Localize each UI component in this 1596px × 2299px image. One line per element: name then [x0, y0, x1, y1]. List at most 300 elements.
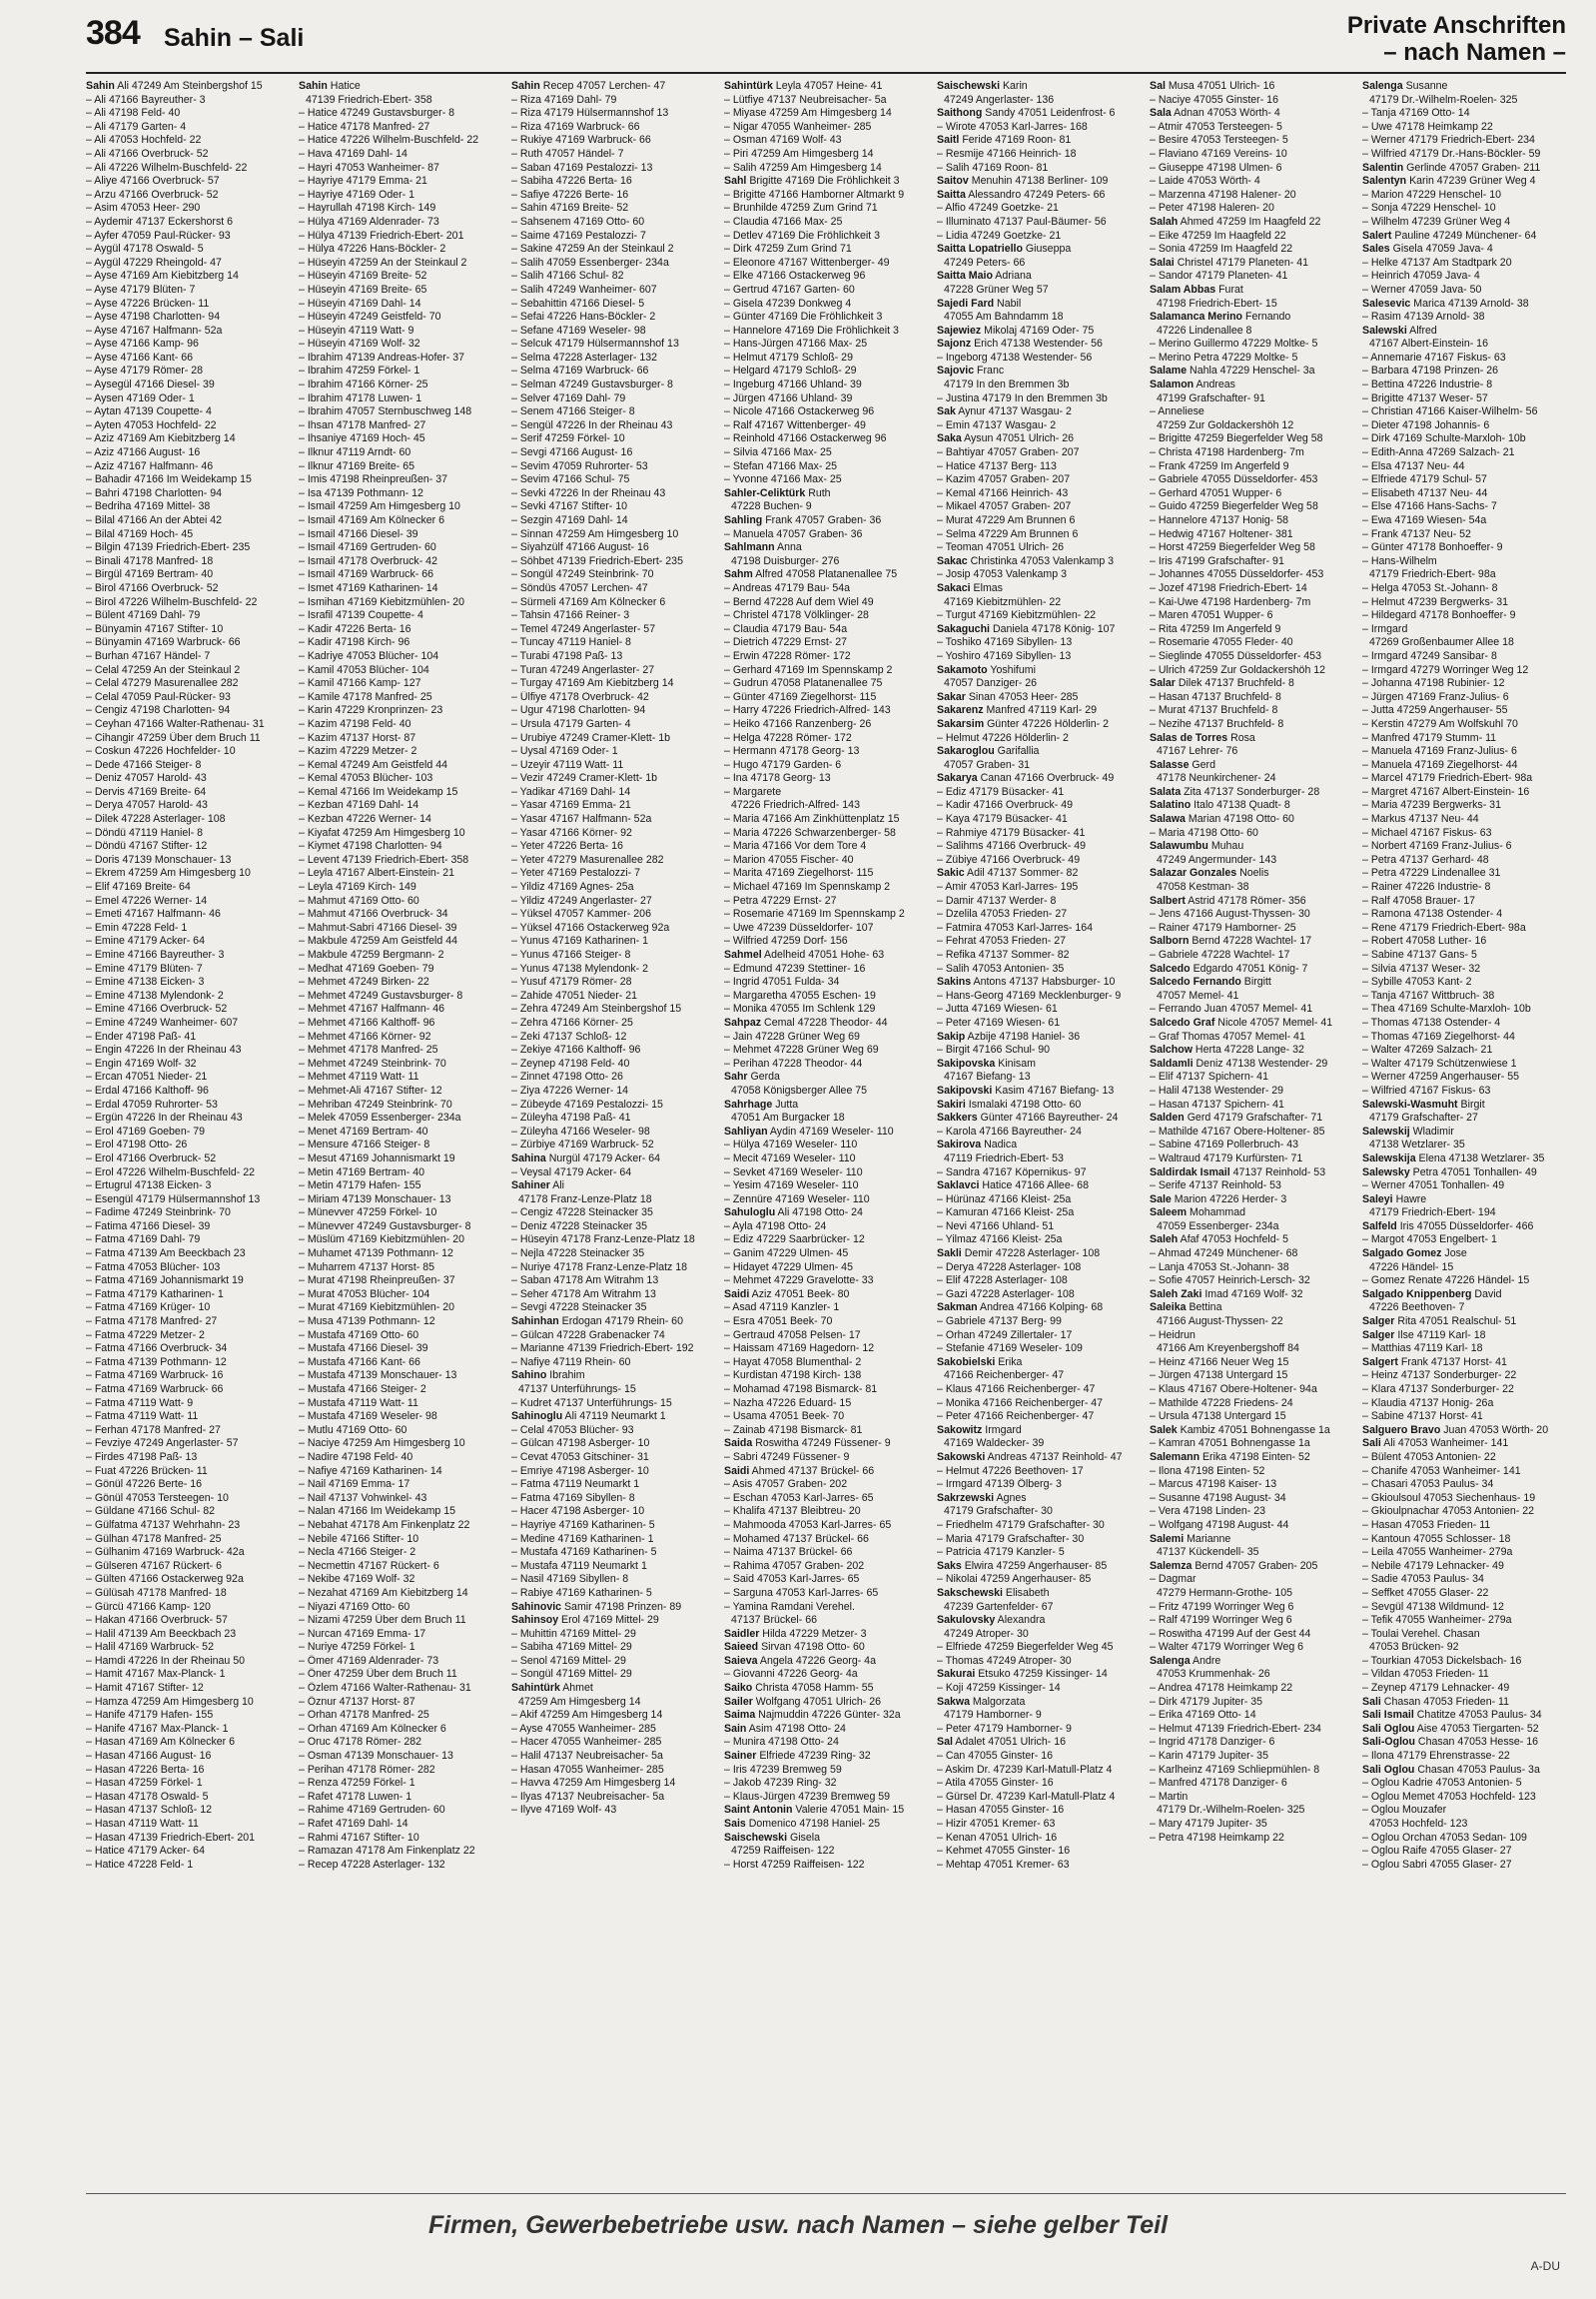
listing-entry: Salewskija Elena 47138 Wetzlarer- 35: [1362, 1151, 1545, 1164]
listing-entry: – Sefane 47169 Weseler- 98: [511, 324, 646, 337]
listing-entry: – Kamran 47051 Bohnengasse 1a: [1150, 1437, 1310, 1450]
listing-entry: – Peter 47166 Reichenberger- 47: [937, 1410, 1095, 1423]
listing-entry: – Nasil 47169 Sibyllen- 8: [511, 1573, 629, 1586]
listing-entry: – Ediz 47229 Saarbrücker- 12: [724, 1233, 865, 1246]
listing-entry: Sahuloglu Ali 47198 Otto- 24: [724, 1206, 863, 1219]
listing-entry: – Mehriban 47249 Steinbrink- 70: [299, 1098, 452, 1111]
listing-entry: 47259 Zur Goldackershöh 12: [1157, 418, 1294, 431]
listing-entry: 47269 Großenbaumer Allee 18: [1369, 636, 1514, 649]
listing-entry: – Niyazi 47169 Otto- 60: [299, 1600, 410, 1613]
listing-entry: Sakarsim Günter 47226 Hölderlin- 2: [937, 717, 1109, 730]
listing-entry: Salazar Gonzales Noelis: [1150, 867, 1269, 880]
listing-entry: – Yoshiro 47169 Sibyllen- 13: [937, 649, 1072, 662]
listing-entry: 47228 Grüner Weg 57: [944, 283, 1049, 296]
listing-entry: – Nikolai 47259 Angerhauser- 85: [937, 1573, 1092, 1586]
listing-entry: – Andreas 47179 Bau- 54a: [724, 581, 851, 594]
page-number: 384: [86, 14, 140, 52]
listing-entry: – Nebile 47179 Lehnacker- 49: [1362, 1559, 1504, 1572]
listing-entry: – Asad 47119 Kanzler- 1: [724, 1301, 840, 1314]
listing-entry: – Hasan 47178 Oswald- 5: [86, 1790, 209, 1803]
listing-entry: – Ayla 47198 Otto- 24: [724, 1219, 827, 1232]
listing-entry: – Rabiye 47169 Katharinen- 5: [511, 1586, 652, 1599]
listing-entry: – Sakine 47259 An der Steinkaul 2: [511, 243, 674, 256]
listing-entry: – Ibrahim 47139 Andreas-Hofer- 37: [299, 351, 465, 364]
listing-entry: – Detlev 47169 Die Fröhlichkeit 3: [724, 229, 881, 242]
listing-entry: – Hatice 47179 Acker- 64: [86, 1845, 205, 1858]
listing-entry: 47057 Danziger- 26: [944, 677, 1038, 690]
listing-entry: – Hasan 47169 Am Kölnecker 6: [86, 1736, 235, 1749]
listing-entry: – Guido 47259 Biegerfelder Weg 58: [1150, 500, 1318, 513]
listing-entry: 47226 Friedrich-Alfred- 143: [731, 799, 860, 812]
listing-entry: – Yusuf 47179 Römer- 28: [511, 976, 632, 989]
listing-entry: – Aziz 47166 August- 16: [86, 446, 201, 459]
listing-entry: – Sevgi 47166 August- 16: [511, 446, 633, 459]
listing-entry: – Wirote 47053 Karl-Jarres- 168: [937, 120, 1088, 133]
listing-entry: – Ilknur 47119 Arndt- 60: [299, 446, 411, 459]
listing-entry: – Seffket 47055 Glaser- 22: [1362, 1586, 1489, 1599]
listing-entry: – Wilhelm 47239 Grüner Weg 4: [1362, 215, 1511, 228]
listing-entry: – Sandor 47179 Planeten- 41: [1150, 270, 1288, 283]
listing-entry: – Fatma 47166 Overbruck- 34: [86, 1342, 228, 1355]
listing-entry: – Kazim 47198 Feld- 40: [299, 717, 411, 730]
listing-entry: – Heinz 47166 Neuer Weg 15: [1150, 1355, 1289, 1368]
listing-entry: – Sabine 47137 Horst- 41: [1362, 1410, 1483, 1423]
listing-entry: Saischewski Gisela: [724, 1831, 820, 1844]
listing-entry: – Selma 47229 Am Brunnen 6: [937, 527, 1079, 540]
listing-entry: – Michael 47167 Fiskus- 63: [1362, 826, 1492, 839]
listing-entry: – Ali 47166 Overbruck- 52: [86, 147, 209, 160]
listing-entry: – Sabri 47249 Füssener- 9: [724, 1450, 850, 1463]
listing-entry: – Ömer 47169 Aldenrader- 73: [299, 1654, 439, 1667]
listing-entry: – Oglou Kadrie 47053 Antonien- 5: [1362, 1777, 1522, 1790]
listing-entry: – Lidia 47249 Goetzke- 21: [937, 229, 1062, 242]
listing-entry: Saks Elwira 47259 Angerhauser- 85: [937, 1559, 1108, 1572]
listing-entry: – Fevziye 47249 Angerlaster- 57: [86, 1437, 239, 1450]
listing-entry: – Besire 47053 Tersteegen- 5: [1150, 134, 1288, 147]
listing-entry: – Osman 47169 Wolf- 43: [724, 134, 842, 147]
listing-entry: – Eleonore 47167 Wittenberger- 49: [724, 256, 890, 269]
listing-entry: – Ibrahim 47259 Förkel- 1: [299, 365, 420, 378]
listing-entry: – Toulai Verehel. Chasan: [1362, 1627, 1480, 1640]
listing-entry: Sakrzewski Agnes: [937, 1491, 1027, 1504]
listing-entry: – Miriam 47139 Monschauer- 13: [299, 1192, 451, 1205]
listing-entry: – Hayri 47053 Wanheimer- 87: [299, 161, 439, 174]
listing-entry: – Salih 47259 Am Himgesberg 14: [724, 161, 882, 174]
listing-entry: – Reinhold 47166 Ostackerweg 96: [724, 432, 887, 445]
listing-entry: Saitov Menuhin 47138 Berliner- 109: [937, 175, 1109, 188]
listing-entry: – Halil 47139 Am Beeckbach 23: [86, 1627, 237, 1640]
listing-entry: – Perihan 47178 Römer- 282: [299, 1763, 435, 1776]
listing-entry: – Salih 47166 Schul- 82: [511, 270, 624, 283]
listing-entry: – Sabine 47169 Pollerbruch- 43: [1150, 1139, 1299, 1151]
listing-entry: – Hamza 47259 Am Himgesberg 10: [86, 1695, 254, 1708]
listing-entry: – Songül 47249 Steinbrink- 70: [511, 568, 654, 581]
listing-entry: – Burhan 47167 Händel- 7: [86, 649, 211, 662]
listing-entry: – Ramona 47138 Ostender- 4: [1362, 908, 1503, 921]
listing-entry: – Lanja 47053 St.-Johann- 38: [1150, 1260, 1289, 1273]
listing-entry: – Heinrich 47059 Java- 4: [1362, 270, 1480, 283]
listing-entry: – Ibrahim 47166 Körner- 25: [299, 379, 428, 391]
listing-entry: – Hüseyin 47169 Dahl- 14: [299, 297, 421, 310]
listing-entry: – Döndü 47167 Stifter- 12: [86, 840, 208, 853]
listing-entry: Salentin Gerlinde 47057 Graben- 211: [1362, 161, 1541, 174]
listing-entry: – Mustafa 47139 Monschauer- 13: [299, 1369, 457, 1382]
listing-entry: Sakwa Malgorzata: [937, 1695, 1026, 1708]
listing-entry: – Saime 47169 Pestalozzi- 7: [511, 229, 646, 242]
listing-entry: Sakkers Günter 47166 Bayreuther- 24: [937, 1112, 1119, 1125]
listing-entry: – Hildegard 47178 Bonhoeffer- 9: [1362, 609, 1516, 622]
listing-entry: – Celal 47059 Paul-Rücker- 93: [86, 690, 231, 703]
listing-entry: – Susanne 47198 August- 34: [1150, 1491, 1286, 1504]
listing-entry: – Mehtap 47051 Kremer- 63: [937, 1858, 1070, 1871]
listing-entry: – Kamuran 47166 Kleist- 25a: [937, 1206, 1075, 1219]
listing-entry: – Nafiye 47169 Katharinen- 14: [299, 1464, 442, 1477]
listing-entry: Sahliyan Aydin 47169 Weseler- 110: [724, 1125, 894, 1138]
listing-entry: – Murat 47053 Blücher- 104: [299, 1287, 430, 1300]
listing-entry: – Fatmira 47053 Karl-Jarres- 164: [937, 921, 1094, 934]
listing-entry: Saischewski Karin: [937, 80, 1028, 92]
listing-entry: – Zahide 47051 Nieder- 21: [511, 989, 638, 1002]
listing-entry: Salger Rita 47051 Realschul- 51: [1362, 1315, 1517, 1328]
listing-entry: – Giuseppe 47198 Ulmen- 6: [1150, 161, 1282, 174]
listing-entry: – Ewa 47169 Wiesen- 54a: [1362, 514, 1487, 526]
listing-entry: – Ahmad 47249 Münchener- 68: [1150, 1247, 1298, 1260]
listing-entry: – Jutta 47259 Angerhauser- 55: [1362, 704, 1508, 717]
listing-entry: Saka Aysun 47051 Ulrich- 26: [937, 432, 1075, 445]
listing-entry: – Mohamed 47137 Brückel- 66: [724, 1532, 869, 1545]
listing-entry: – Helga 47053 St.-Johann- 8: [1362, 581, 1498, 594]
listing-entry: 47058 Kestman- 38: [1157, 881, 1249, 894]
listing-entry: – Recep 47228 Asterlager- 132: [299, 1858, 445, 1871]
listing-entry: – Ayse 47226 Brücken- 11: [86, 297, 210, 310]
listing-entry: – Dirk 47169 Schulte-Marxloh- 10b: [1362, 432, 1526, 445]
listing-entry: – Mustafa 47119 Neumarkt 1: [511, 1559, 647, 1572]
listing-entry: – Teoman 47051 Ulrich- 26: [937, 541, 1065, 554]
listing-entry: – Margot 47053 Engelbert- 1: [1362, 1233, 1497, 1246]
listing-entry: – Hayriye 47169 Katharinen- 5: [511, 1518, 655, 1531]
listing-entry: – Rita 47259 Im Angerfeld 9: [1150, 622, 1281, 635]
listing-entry: – Hayriye 47169 Oder- 1: [299, 188, 415, 201]
listing-entry: – Klaus 47167 Obere-Holtener- 94a: [1150, 1383, 1317, 1395]
listing-entry: 47259 Am Himgesberg 14: [518, 1695, 641, 1708]
listing-entry: – Marion 47229 Henschel- 10: [1362, 188, 1501, 201]
listing-entry: – Ediz 47179 Büsacker- 41: [937, 785, 1065, 798]
listing-entry: – Günter 47178 Bonhoeffer- 9: [1362, 541, 1503, 554]
listing-entry: – Emine 47166 Bayreuther- 3: [86, 949, 225, 961]
listing-entry: – Mehmet-Ali 47167 Stifter- 12: [299, 1084, 442, 1097]
listing-entry: – Norbert 47169 Franz-Julius- 6: [1362, 840, 1512, 853]
listing-entry: – Emine 47138 Mylendonk- 2: [86, 989, 224, 1002]
listing-entry: – Iris 47239 Bremweg 59: [724, 1763, 842, 1776]
listing-entry: 47279 Hermann-Grothe- 105: [1157, 1586, 1293, 1599]
listing-entry: Sakaguchi Daniela 47178 König- 107: [937, 622, 1116, 635]
listing-entry: Salame Nahla 47229 Henschel- 3a: [1150, 365, 1315, 378]
listing-entry: – Fatma 47169 Warbruck- 66: [86, 1383, 224, 1395]
listing-entry: – Hakan 47166 Overbruck- 57: [86, 1614, 228, 1627]
listing-entry: – Jürgen 47138 Untergard 15: [1150, 1369, 1288, 1382]
listing-entry: – Ali 47166 Bayreuther- 3: [86, 93, 206, 106]
listing-entry: – Kai-Uwe 47198 Hardenberg- 7m: [1150, 595, 1311, 608]
listing-entry: – Aliye 47166 Overbruck- 57: [86, 175, 220, 188]
listing-entry: – Merino Petra 47229 Moltke- 5: [1150, 351, 1298, 364]
listing-entry: – Senol 47169 Mittel- 29: [511, 1654, 626, 1667]
listing-entry: – Mustafa 47119 Watt- 11: [299, 1396, 418, 1409]
listing-entry: – Ilona 47198 Einten- 52: [1150, 1464, 1265, 1477]
listing-entry: – Necla 47166 Steiger- 2: [299, 1546, 416, 1559]
listing-entry: 47226 Beethoven- 7: [1369, 1301, 1465, 1314]
listing-entry: – Rainer 47226 Industrie- 8: [1362, 881, 1491, 894]
listing-entry: – Kaya 47179 Büsacker- 41: [937, 813, 1068, 826]
listing-entry: – Werner 47179 Friedrich-Ebert- 234: [1362, 134, 1535, 147]
listing-entry: – Ismail 47169 Am Kölnecker 6: [299, 514, 445, 526]
listing-entry: – Hedwig 47167 Holtener- 381: [1150, 527, 1293, 540]
listing-entry: – Ralf 47167 Wittenberger- 49: [724, 418, 866, 431]
listing-entry: – Wolfgang 47198 August- 44: [1150, 1518, 1289, 1531]
listing-entry: – Piri 47259 Am Himgesberg 14: [724, 147, 874, 160]
listing-entry: Sahler-Celiktürk Ruth: [724, 486, 831, 499]
listing-entry: – Emeti 47167 Halfmann- 46: [86, 908, 221, 921]
listing-entry: – Gabriele 47228 Wachtel- 17: [1150, 949, 1290, 961]
listing-entry: – Ali 47198 Feld- 40: [86, 107, 181, 120]
listing-entry: – Hugo 47179 Garden- 6: [724, 758, 842, 771]
listing-entry: – Fatma 47119 Watt- 9: [86, 1396, 194, 1409]
listing-entry: – Ülfiye 47178 Overbruck- 42: [511, 690, 649, 703]
listing-entry: – Salih 47059 Essenberger- 234a: [511, 256, 669, 269]
listing-entry: Sahin Hatice: [299, 80, 361, 92]
listing-entry: – Hatice 47228 Feld- 1: [86, 1858, 194, 1871]
listing-entry: – Aydemir 47137 Eckershorst 6: [86, 215, 234, 228]
listing-entry: Salesevic Marica 47139 Arnold- 38: [1362, 297, 1529, 310]
listing-entry: – Urubiye 47249 Cramer-Klett- 1b: [511, 731, 670, 744]
listing-entry: Saidi Ahmed 47137 Brückel- 66: [724, 1464, 875, 1477]
listing-entry: – Esengül 47179 Hülsermannshof 13: [86, 1192, 261, 1205]
listing-entry: – Sevim 47166 Schul- 75: [511, 473, 630, 486]
listing-entry: – Wilfried 47259 Dorf- 156: [724, 935, 848, 948]
listing-entry: – Öner 47259 Über dem Bruch 11: [299, 1668, 457, 1681]
listing-entry: – Murat 47198 Rheinpreußen- 37: [299, 1274, 455, 1287]
listing-entry: – Ramazan 47178 Am Finkenplatz 22: [299, 1845, 475, 1858]
listing-entry: – Zeynep 47179 Lehnacker- 49: [1362, 1682, 1510, 1695]
listing-entry: Salcedo Graf Nicole 47057 Memel- 41: [1150, 1016, 1333, 1029]
listing-entry: 47057 Memel- 41: [1157, 989, 1239, 1002]
listing-entry: – Christian 47166 Kaiser-Wilhelm- 56: [1362, 405, 1538, 418]
listing-entry: Saitl Feride 47169 Roon- 81: [937, 134, 1072, 147]
listing-column-1: [86, 80, 286, 2187]
listing-entry: – Hermann 47178 Georg- 13: [724, 745, 860, 758]
listing-entry: – Walter 47179 Schützenwiese 1: [1362, 1057, 1517, 1070]
listing-entry: – Fatma 47139 Pothmann- 12: [86, 1355, 227, 1368]
listing-entry: – Heinz 47137 Sonderburger- 22: [1362, 1369, 1517, 1382]
listing-entry: – Mecit 47169 Weseler- 110: [724, 1151, 856, 1164]
listing-entry: – Gülhan 47178 Manfred- 25: [86, 1532, 222, 1545]
listing-entry: – Kamil 47166 Kamp- 127: [299, 677, 421, 690]
listing-entry: – Deniz 47228 Steinacker 35: [511, 1219, 648, 1232]
listing-entry: – Birgül 47169 Bertram- 40: [86, 568, 214, 581]
listing-entry: 47167 Lehrer- 76: [1157, 745, 1238, 758]
listing-entry: – Yadikar 47169 Dahl- 14: [511, 785, 631, 798]
listing-entry: Sakar Sinan 47053 Heer- 285: [937, 690, 1079, 703]
listing-entry: Saleyi Hawre: [1362, 1192, 1427, 1205]
listing-entry: – Christel 47178 Völklinger- 28: [724, 609, 869, 622]
listing-entry: – Zainab 47198 Bismarck- 81: [724, 1423, 863, 1436]
listing-entry: – Klaus-Jürgen 47239 Bremweg 59: [724, 1790, 891, 1803]
listing-entry: – Hacer 47055 Wanheimer- 285: [511, 1736, 662, 1749]
listing-entry: Salewsky Petra 47051 Tonhallen- 49: [1362, 1165, 1537, 1178]
listing-entry: – Veysal 47179 Acker- 64: [511, 1165, 632, 1178]
listing-entry: – Fatma 47169 Johannismarkt 19: [86, 1274, 244, 1287]
listing-entry: – Marzenna 47198 Halener- 20: [1150, 188, 1296, 201]
listing-entry: – Yeter 47279 Masurenallee 282: [511, 853, 664, 866]
listing-entry: Salatino Italo 47138 Quadt- 8: [1150, 799, 1290, 812]
listing-entry: – Sahsenem 47169 Otto- 60: [511, 215, 645, 228]
listing-entry: Sali Ali 47053 Wanheimer- 141: [1362, 1437, 1509, 1450]
listing-entry: – Ursula 47179 Garten- 4: [511, 717, 631, 730]
listing-entry: – Döndü 47119 Haniel- 8: [86, 826, 204, 839]
listing-entry: – Wilfried 47179 Dr.-Hans-Böckler- 59: [1362, 147, 1541, 160]
listing-entry: – Josip 47053 Valenkamp 3: [937, 568, 1067, 581]
listing-entry: – Ismail 47178 Overbruck- 42: [299, 554, 437, 567]
listing-entry: – Asis 47057 Graben- 202: [724, 1478, 848, 1491]
listing-entry: – Derya 47228 Asterlager- 108: [937, 1260, 1082, 1273]
listing-entry: – Jozef 47198 Friedrich-Ebert- 14: [1150, 581, 1307, 594]
listing-entry: Sakobielski Erika: [937, 1355, 1023, 1368]
listing-entry: Sahin Recep 47057 Lerchen- 47: [511, 80, 666, 92]
listing-entry: – Hasan 47053 Frieden- 11: [1362, 1518, 1491, 1531]
listing-entry: – Yunus 47138 Mylendonk- 2: [511, 962, 649, 975]
listing-entry: – Fatma 47119 Neumarkt 1: [511, 1478, 640, 1491]
listing-entry: – Medhat 47169 Goeben- 79: [299, 962, 434, 975]
listing-entry: – Nebile 47166 Stifter- 10: [299, 1532, 419, 1545]
listing-entry: Sahling Frank 47057 Graben- 36: [724, 514, 882, 526]
listing-entry: – Emin 47137 Wasgau- 2: [937, 418, 1057, 431]
listing-entry: Salamanca Merino Fernando: [1150, 311, 1291, 324]
listing-entry: Sahintürk Ahmet: [511, 1682, 593, 1695]
listing-entry: – Hannelore 47137 Honig- 58: [1150, 514, 1288, 526]
listing-entry: – Leila 47055 Wanheimer- 279a: [1362, 1546, 1513, 1559]
listing-columns: [86, 80, 1564, 2187]
listing-entry: – Helgard 47179 Schloß- 29: [724, 365, 857, 378]
listing-entry: – Jürgen 47166 Uhland- 39: [724, 391, 853, 404]
listing-entry: – Emine 47138 Eicken- 3: [86, 976, 205, 989]
listing-entry: Saint Antonin Valerie 47051 Main- 15: [724, 1804, 905, 1817]
listing-entry: – Hamdi 47226 In der Rheinau 50: [86, 1654, 246, 1667]
listing-entry: 47137 Brückel- 66: [731, 1614, 817, 1627]
listing-entry: – Bahadir 47166 Im Weidekamp 15: [86, 473, 252, 486]
listing-entry: Sale Marion 47226 Herder- 3: [1150, 1192, 1287, 1205]
listing-entry: – Kamile 47178 Manfred- 25: [299, 690, 432, 703]
listing-entry: – Miyase 47259 Am Himgesberg 14: [724, 107, 892, 120]
listing-entry: Sahina Nurgül 47179 Acker- 64: [511, 1151, 660, 1164]
listing-entry: – Maria 47166 Vor dem Tore 4: [724, 840, 867, 853]
listing-entry: Salden Gerd 47179 Grafschafter- 71: [1150, 1112, 1323, 1125]
listing-entry: – Halil 47137 Neubreisacher- 5a: [511, 1750, 663, 1763]
listing-entry: – Sinnan 47259 Am Himgesberg 10: [511, 527, 679, 540]
listing-entry: 47138 Wetzlarer- 35: [1369, 1139, 1465, 1151]
listing-entry: – Ismet 47169 Katharinen- 14: [299, 581, 438, 594]
listing-entry: Sali-Oglou Chasan 47053 Hesse- 16: [1362, 1736, 1539, 1749]
listing-entry: – Murat 47169 Kiebitzmühlen- 20: [299, 1301, 455, 1314]
listing-entry: Sahlmann Anna: [724, 541, 802, 554]
listing-entry: – Yunus 47166 Steiger- 8: [511, 949, 631, 961]
listing-entry: – Gertraud 47058 Pelsen- 17: [724, 1328, 861, 1341]
listing-entry: – Klaudia 47137 Honig- 26a: [1362, 1396, 1494, 1409]
listing-entry: – Marion 47055 Fischer- 40: [724, 853, 854, 866]
listing-entry: – Elif 47137 Spichern- 41: [1150, 1071, 1268, 1084]
listing-entry: – Elif 47169 Breite- 64: [86, 881, 191, 894]
listing-entry: Salemi Marianne: [1150, 1532, 1231, 1545]
listing-entry: – Zeki 47137 Schloß- 12: [511, 1030, 627, 1043]
listing-entry: – Osman 47139 Monschauer- 13: [299, 1750, 453, 1763]
listing-entry: Sali Oglou Chasan 47053 Paulus- 3a: [1362, 1763, 1540, 1776]
listing-entry: – Elke 47166 Ostackerweg 96: [724, 270, 866, 283]
listing-entry: – Dirk 47179 Jupiter- 35: [1150, 1695, 1263, 1708]
listing-entry: – Hüseyin 47169 Breite- 65: [299, 283, 427, 296]
listing-entry: – Ihsan 47178 Manfred- 27: [299, 418, 426, 431]
listing-entry: – Maria 47166 Am Zinkhüttenplatz 15: [724, 813, 900, 826]
listing-entry: – Bilal 47166 An der Abtei 42: [86, 514, 223, 526]
listing-entry: 47167 Biefang- 13: [944, 1071, 1031, 1084]
listing-entry: – Zürbiye 47169 Warbruck- 52: [511, 1139, 654, 1151]
listing-entry: – Selcuk 47179 Hülsermannshof 13: [511, 338, 679, 351]
listing-entry: – Karlheinz 47169 Schliepmühlen- 8: [1150, 1763, 1320, 1776]
listing-entry: 47228 Buchen- 9: [731, 500, 812, 513]
listing-entry: – Ali 47053 Hochfeld- 22: [86, 134, 202, 147]
listing-entry: – Israfil 47139 Coupette- 4: [299, 609, 423, 622]
listing-entry: – Uwe 47239 Düsseldorfer- 107: [724, 921, 874, 934]
listing-entry: – Mehmet 47166 Kalthoff- 96: [299, 1016, 435, 1029]
listing-entry: – Ayse 47179 Blüten- 7: [86, 283, 196, 296]
listing-entry: – Justina 47179 In den Bremmen 3b: [937, 391, 1108, 404]
listing-entry: – Kazim 47057 Graben- 207: [937, 473, 1071, 486]
listing-entry: – Ayse 47179 Römer- 28: [86, 365, 203, 378]
listing-entry: – Helmut 47239 Bergwerks- 31: [1362, 595, 1509, 608]
listing-column-2: [299, 80, 498, 2187]
listing-entry: – Ayse 47166 Kant- 66: [86, 351, 194, 364]
listing-entry: – Ilyve 47169 Wolf- 43: [511, 1804, 617, 1817]
listing-entry: Sakarya Canan 47166 Overbruck- 49: [937, 772, 1115, 785]
listing-entry: – Petra 47229 Lindenallee 31: [1362, 867, 1501, 880]
listing-entry: – Ergün 47226 In der Rheinau 43: [86, 1112, 243, 1125]
listing-entry: – Rene 47179 Friedrich-Ebert- 98a: [1362, 921, 1526, 934]
listing-entry: – Marita 47169 Ziegelhorst- 115: [724, 867, 874, 880]
listing-entry: 47059 Essenberger- 234a: [1157, 1219, 1279, 1232]
listing-entry: – Yüksel 47057 Kammer- 206: [511, 908, 651, 921]
listing-entry: – Züleyha 47198 Paß- 41: [511, 1112, 631, 1125]
listing-entry: – Thea 47169 Schulte-Marxloh- 10b: [1362, 1003, 1531, 1016]
listing-entry: – Bahtiyar 47057 Graben- 207: [937, 446, 1080, 459]
listing-entry: – Hüseyin 47249 Geistfeld- 70: [299, 311, 441, 324]
listing-entry: – Silvia 47166 Max- 25: [724, 446, 832, 459]
listing-entry: – Claudia 47166 Max- 25: [724, 215, 843, 228]
listing-entry: Saleh Zaki Imad 47169 Wolf- 32: [1150, 1287, 1303, 1300]
listing-entry: Salas de Torres Rosa: [1150, 731, 1255, 744]
listing-entry: – Fatma 47169 Warbruck- 16: [86, 1369, 224, 1382]
listing-entry: – Toshiko 47169 Sibyllen- 13: [937, 636, 1073, 649]
listing-entry: 47051 Am Burgacker 18: [731, 1112, 845, 1125]
listing-entry: – Rosemarie 47055 Fleder- 40: [1150, 636, 1293, 649]
listing-entry: – Mehmet 47178 Manfred- 25: [299, 1044, 438, 1057]
listing-entry: – Salih 47249 Wanheimer- 607: [511, 283, 657, 296]
listing-entry: – Anneliese: [1150, 405, 1204, 418]
listing-column-3: [511, 80, 711, 2187]
listing-entry: – Marcel 47179 Friedrich-Ebert- 98a: [1362, 772, 1533, 785]
listing-entry: – Gülten 47166 Ostackerweg 92a: [86, 1573, 244, 1586]
listing-entry: – Ferrando Juan 47057 Memel- 41: [1150, 1003, 1313, 1016]
listing-entry: 47053 Hochfeld- 123: [1369, 1818, 1468, 1830]
listing-entry: – Nafiye 47119 Rhein- 60: [511, 1355, 631, 1368]
listing-entry: – Tefik 47055 Wanheimer- 279a: [1362, 1614, 1512, 1627]
listing-entry: – Martin: [1150, 1790, 1189, 1803]
